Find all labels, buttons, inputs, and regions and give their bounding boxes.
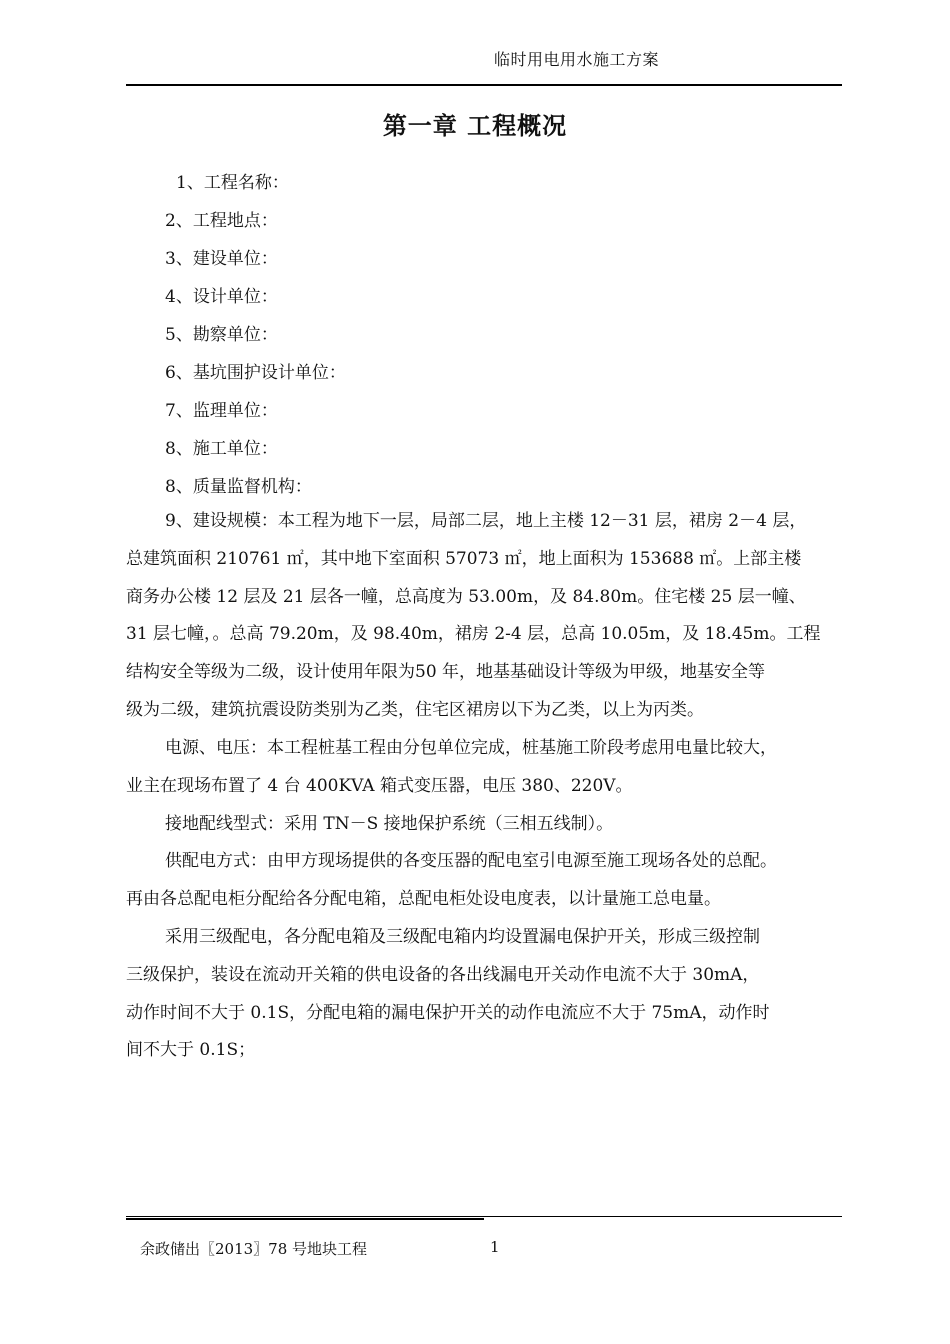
page-header-title: 临时用电用水施工方案 [494,50,660,69]
list-item-quality-agency: 8、质量监督机构： [165,477,312,497]
paragraph-line: 供配电方式：由甲方现场提供的各变压器的配电室引电源至施工现场各处的总配。 [165,851,777,871]
footer-rule [126,1216,842,1217]
paragraph-line: 31 层七幢，。总高 79.20m，及 98.40m，裙房 2-4 层，总高 10.05m，及 18.45m。工程 [126,624,821,645]
paragraph-line: 总建筑面积 210761 ㎡，其中地下室面积 57073 ㎡，地上面积为 153688 ㎡。上部主楼 [126,548,802,569]
list-item-designer: 4、设计单位： [165,287,278,307]
paragraph-line: 接地配线型式：采用 TN－S 接地保护系统（三相五线制）。 [165,814,614,834]
paragraph-protection [126,919,846,1070]
paragraph-line: 动作时间不大于 0.1S，分配电箱的漏电保护开关的动作电流应不大于 75mA，动作时 [126,1002,770,1023]
paragraph-scale [126,503,846,730]
list-item-project-location: 2、工程地点： [165,211,278,231]
paragraph-line: 三级保护，装设在流动开关箱的供电设备的各出线漏电开关动作电流不大于 30mA， [126,964,760,985]
list-item-surveyor: 5、勘察单位： [165,325,278,345]
paragraph-grounding [126,806,846,844]
paragraph-line: 采用三级配电，各分配电箱及三级配电箱内均设置漏电保护开关，形成三级控制 [165,927,760,947]
chapter-title: 第一章 工程概况 [382,112,568,140]
paragraph-line: 电源、电压：本工程桩基工程由分包单位完成，桩基施工阶段考虑用电量比较大， [165,738,777,758]
header-rule [126,84,842,86]
paragraph-line: 9、建设规模：本工程为地下一层，局部二层，地上主楼 12－31 层，裙房 2－4 层， [165,511,807,531]
paragraph-line: 结构安全等级为二级，设计使用年限为50 年，地基基础设计等级为甲级，地基安全等 [126,662,766,683]
list-item-client: 3、建设单位： [165,249,278,269]
footer-rule-accent [126,1218,484,1220]
paragraph-line: 商务办公楼 12 层及 21 层各一幢，总高度为 53.00m，及 84.80m。住宅楼 25 层一幢、 [126,586,806,607]
footer-page-number: 1 [490,1238,500,1256]
list-item-contractor: 8、施工单位： [165,439,278,459]
paragraph-line: 业主在现场布置了 4 台 400KVA 箱式变压器，电压 380、220V。 [126,775,633,796]
paragraph-line: 间不大于 0.1S； [126,1040,256,1061]
footer-project-name: 余政储出〖2013〗78 号地块工程 [140,1240,368,1258]
paragraph-line: 再由各总配电柜分配给各分配电箱，总配电柜处设电度表，以计量施工总电量。 [126,888,721,909]
paragraph-power [126,730,846,806]
list-item-supervisor: 7、监理单位： [165,401,278,421]
paragraph-distribution [126,843,846,919]
list-item-project-name: 1、工程名称： [176,173,289,193]
paragraph-line: 级为二级，建筑抗震设防类别为乙类，住宅区裙房以下为乙类，以上为丙类。 [126,699,704,720]
list-item-pit-design: 6、基坑围护设计单位： [165,363,346,383]
